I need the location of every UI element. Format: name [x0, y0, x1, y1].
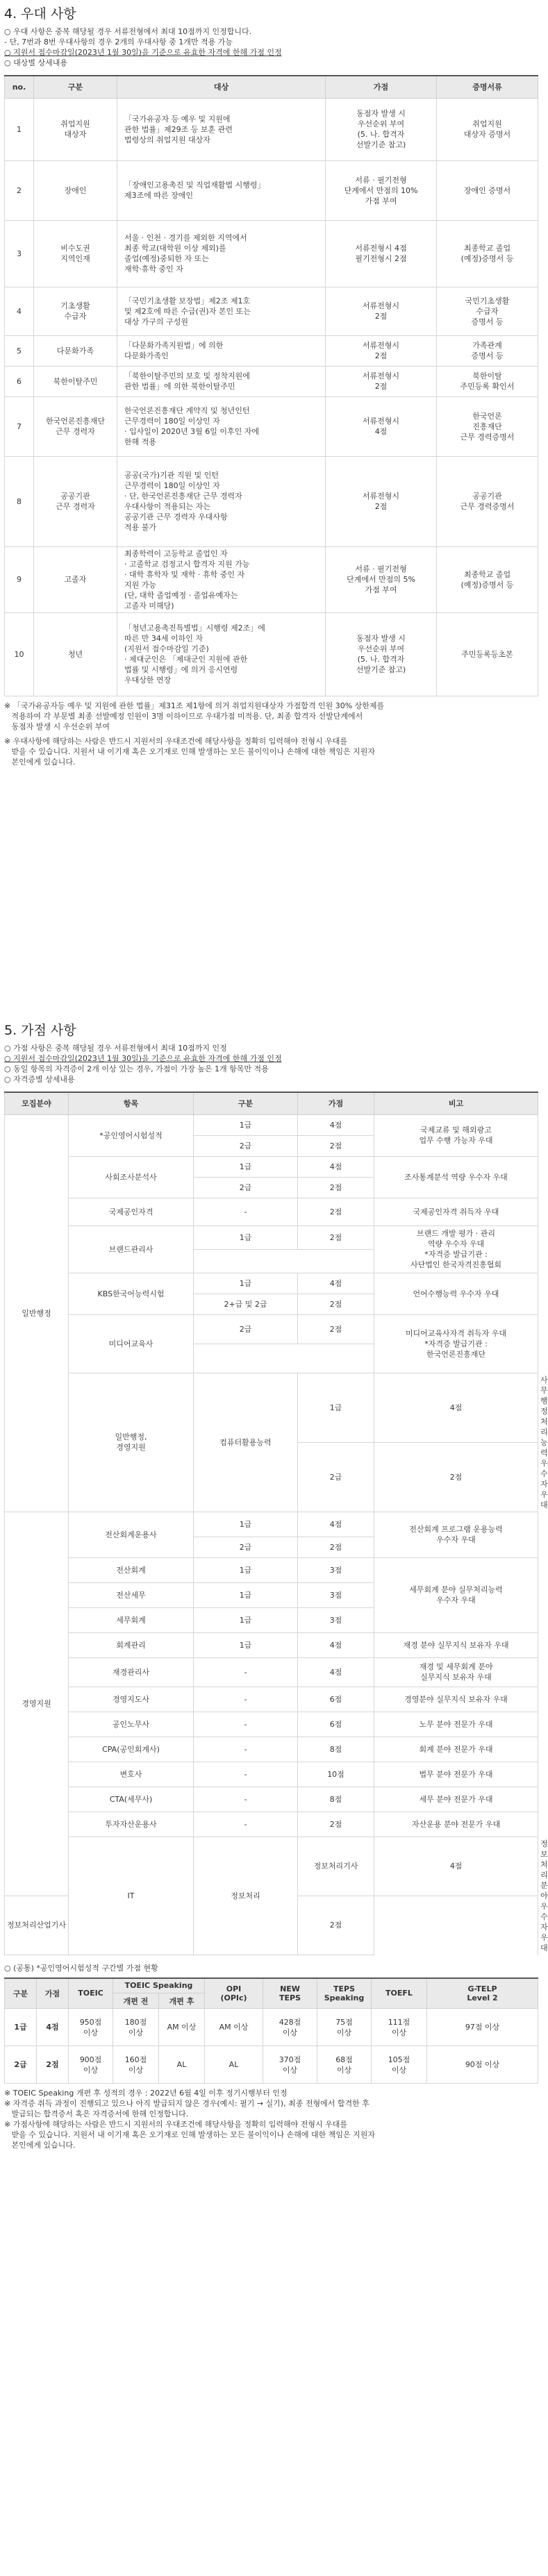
table-cell: 950점 이상 [69, 2009, 113, 2046]
table-cell: 취업지원 대상자 [34, 98, 117, 160]
table-cell: 자산운용 분야 전문가 우대 [374, 1812, 538, 1837]
table-cell: AM 이상 [205, 2009, 263, 2046]
table-cell: - [194, 1687, 298, 1712]
table-cell: 「청년고용촉진특별법」시행령 제2조」에 따른 만 34세 이하인 자 (지원서 접수마감일 기준) · 제대군인은 「제대군인 지원에 관한 법률 및 시행령」에 의거 응시연령 우대상한 연장 [117, 612, 326, 696]
table-cell: 2점 [298, 1314, 374, 1344]
table-cell: 공인노무사 [69, 1712, 194, 1737]
table-cell: 청년 [34, 612, 117, 696]
table-cell: 2점 [374, 1442, 538, 1512]
table-cell: 2점 [298, 1177, 374, 1198]
col-header: NEW TEPS [263, 1978, 317, 2009]
table-cell: 정보처리 [194, 1837, 298, 1955]
table-cell: 가족관계 증명서 등 [437, 335, 538, 366]
table-cell: 2급 [194, 1135, 298, 1156]
table-cell: 최종학력이 고등학교 졸업인 자 · 고졸학교 검정고시 합격자 지원 가능 · 대학 휴학자 및 재학 · 휴학 중인 자 지원 가능 (단, 대학 졸업예정 · 졸업유예자는 고졸자 미해당) [117, 546, 326, 612]
table-cell: 세무회계 [69, 1607, 194, 1632]
table-cell: 4점 [298, 1657, 374, 1687]
table-cell: 2점 [37, 2046, 69, 2084]
note: ○ 지원서 접수마감일(2023년 1월 30일)을 기준으로 유효한 자격에 한해 가점 인정 [4, 48, 282, 57]
table-cell: 1급 [194, 1557, 298, 1582]
table-cell: 「국민기초생활 보장법」제2조 제1호 및 제2호에 따른 수급(권)자 본인 또는 대상 가구의 구성원 [117, 287, 326, 335]
table-cell: 1 [5, 98, 34, 160]
table-cell: 8점 [298, 1737, 374, 1762]
table-cell: 2점 [298, 1812, 374, 1837]
table-cell: 한국언론진흥재단 근무 경력자 [34, 396, 117, 456]
table-row [5, 1557, 538, 1582]
section-notes [0, 24, 542, 68]
table-row [5, 335, 538, 366]
table-cell: 북한이탈주민 [34, 366, 117, 396]
table-cell: 6점 [298, 1712, 374, 1737]
col-header: 구분 [194, 1092, 298, 1114]
table-cell: 1급 [298, 1373, 374, 1442]
table-cell: 서류전형시 2점 [326, 287, 437, 335]
table-cell: 회계 분야 전문가 우대 [374, 1737, 538, 1762]
table-row [5, 1198, 538, 1226]
table-cell: 3점 [298, 1582, 374, 1607]
table-row [5, 1632, 538, 1657]
table-cell: 비수도권 지역인재 [34, 220, 117, 287]
table-row [5, 366, 538, 396]
table-cell: 2급 [194, 1314, 298, 1344]
table-cell: 조사통계분석 역량 우수자 우대 [374, 1156, 538, 1198]
table-cell: 고졸자 [34, 546, 117, 612]
table-cell: 노무 분야 전문가 우대 [374, 1712, 538, 1737]
table-cell: 428점 이상 [263, 2009, 317, 2046]
table-cell: 미디어교육사자격 취득자 우대 *자격증 발급기관 : 한국언론진흥재단 [374, 1314, 538, 1373]
table-cell: 서류전형시 2점 [326, 335, 437, 366]
note: ○ 지원서 접수마감일(2023년 1월 30일)을 기준으로 유효한 자격에 한해 가점 인정 [4, 1054, 282, 1063]
table-cell: 5 [5, 335, 34, 366]
table-cell: 투자자산운용사 [69, 1812, 194, 1837]
table-cell: 일반행정, 경영지원 [69, 1373, 194, 1512]
table-cell: 1급 [5, 2009, 37, 2046]
table-cell: CTA(세무사) [69, 1787, 194, 1812]
note: ○ 우대 사항은 중복 해당될 경우 서류전형에서 최대 10점까지 인정합니다. [4, 27, 252, 36]
footnote: ※ TOEIC Speaking 개편 후 성적의 경우 : 2022년 6월 4일 이후 정기시행부터 인정 [4, 2089, 288, 2098]
table-cell: CPA(공인회계사) [69, 1737, 194, 1762]
table-row [5, 1314, 538, 1344]
table-cell: 1급 [194, 1632, 298, 1657]
table-row [5, 1737, 538, 1762]
table-cell: 1급 [194, 1114, 298, 1135]
footnotes [0, 696, 542, 767]
table-cell: 1급 [194, 1273, 298, 1294]
table-cell: IT [69, 1837, 194, 1955]
table-row [5, 1657, 538, 1687]
table-cell: - [194, 1657, 298, 1687]
table-row [5, 612, 538, 696]
table-row [5, 1687, 538, 1712]
table-cell: 4점 [374, 1837, 538, 1896]
table-cell: 2점 [298, 1198, 374, 1226]
table-row [5, 396, 538, 456]
col-header: TEPS Speaking [317, 1978, 372, 2009]
table-cell: 일반행정 [5, 1114, 69, 1512]
table-cell: 다문화가족 [34, 335, 117, 366]
table-cell: 서류전형시 2점 [326, 456, 437, 546]
note: ○ 자격증별 상세내용 [4, 1075, 75, 1084]
table-cell: 2급 [194, 1177, 298, 1198]
table-cell: 최종학교 졸업 (예정)증명서 등 [437, 220, 538, 287]
note: ○ 동일 항목의 자격증이 2개 이상 있는 경우, 가점이 가장 높은 1개 항목만 적용 [4, 1064, 269, 1073]
col-header: 증명서류 [437, 76, 538, 98]
footnote: ※ 우대사항에 해당하는 사람은 반드시 지원서의 우대조건에 해당사항을 정확히 입력해야 전형시 우대를 받을 수 있습니다. 지원서 내 이기재 혹은 오기재로 인해 발생하는 모든 불이익이나 손해에 대한 책임은 지원자 본인에게 있습니다. [4, 736, 375, 767]
table-cell: 370점 이상 [263, 2046, 317, 2084]
section-bonus [0, 1021, 548, 2150]
col-header: 대상 [117, 76, 326, 98]
table-cell: - [194, 1787, 298, 1812]
col-header: OPI (OPIc) [205, 1978, 263, 2009]
col-header: TOEIC [69, 1978, 113, 2009]
table-row [5, 1273, 538, 1294]
english-score-table [4, 1977, 538, 2084]
note: ○ 대상별 상세내용 [4, 58, 67, 67]
table-cell: 전산회계 프로그램 운용능력 우수자 우대 [374, 1512, 538, 1557]
col-header: 개편 전 [113, 1993, 159, 2009]
table-cell: 컴퓨터활용능력 [194, 1373, 298, 1512]
table-row [5, 1114, 538, 1135]
table-row [5, 98, 538, 160]
table-cell: 1급 [194, 1582, 298, 1607]
table-cell: 4 [5, 287, 34, 335]
table-cell: 경영지도사 [69, 1687, 194, 1712]
note: - 단, 7번과 8번 우대사항의 경우 2개의 우대사항 중 1개만 적용 가능 [4, 37, 233, 47]
table-cell: 변호사 [69, 1762, 194, 1787]
table-cell: 111점 이상 [372, 2009, 427, 2046]
table-cell: 언어수행능력 우수자 우대 [374, 1273, 538, 1314]
table-cell: 2점 [298, 1896, 374, 1955]
table-cell: 8점 [298, 1787, 374, 1812]
footnote: ※ 가점사항에 해당하는 사람은 반드시 지원서의 우대조건에 해당사항을 정확히 입력해야 전형시 우대를 받을 수 있습니다. 지원서 내 이기재 혹은 오기재로 인해 발생하는 모든 불이익이나 손해에 대한 책임은 지원자 본인에게 있습니다. [4, 2120, 375, 2150]
table-cell: AM 이상 [159, 2009, 205, 2046]
preferential-table [4, 75, 538, 696]
table-row [5, 2009, 538, 2046]
table-cell: 세무 분야 전문가 우대 [374, 1787, 538, 1812]
table-cell: 경영분야 실무지식 보유자 우대 [374, 1687, 538, 1712]
table-cell: 4점 [37, 2009, 69, 2046]
table-cell: 「장애인고용촉진 및 직업재활법 시행령」 제3조에 따른 장애인 [117, 160, 326, 220]
section-notes [0, 1040, 542, 1085]
table-cell: 북한이탈 주민등록 확인서 [437, 366, 538, 396]
table-cell: 주민등록등초본 [437, 612, 538, 696]
table-row [5, 1512, 538, 1537]
table-cell: 2급 [298, 1442, 374, 1512]
table-cell: 6점 [298, 1687, 374, 1712]
table-cell: 공공(국가)기관 직원 및 인턴 근무경력이 180일 이상인 자 · 단, 한국언론진흥재단 근무 경력자 우대사항이 적용되는 자는 공공기관 근무 경력자 우대사항 적용 불가 [117, 456, 326, 546]
footnotes [0, 2084, 542, 2150]
footnote: ※ 「국가유공자등 예우 및 지원에 관한 법률」제31조 제1항에 의거 취업지원대상자 가점합격 인원 30% 상한제를 적용하여 각 부문별 최종 선발예정 인원이 3명 이하이므로 우대가점 미적용. 단, 최종 합격자 선발단계에서 동점자 발생 시 우선순위 부여 [4, 701, 385, 731]
table-cell: 공공기관 근무 경력자 [34, 456, 117, 546]
col-header: 구분 [5, 1978, 37, 2009]
table-cell: 장애인 [34, 160, 117, 220]
section-preferential [0, 4, 542, 767]
col-header: G-TELP Level 2 [427, 1978, 538, 2009]
col-header: 구분 [34, 76, 117, 98]
table-cell: 1급 [194, 1607, 298, 1632]
table-cell: 「다문화가족지원법」에 의한 다문화가족인 [117, 335, 326, 366]
table-cell: 서울 · 인천 · 경기를 제외한 지역에서 최종 학교(대학원 이상 제외)를 졸업(예정)중퇴한 자 또는 재학·휴학 중인 자 [117, 220, 326, 287]
footnote: ※ 자격증 취득 과정이 진행되고 있으나 아직 발급되지 않은 경우(예시: 필기 → 실기), 최종 전형에서 합격한 후 발급되는 합격증서 혹은 자격증서에 한해 인정합니다. [4, 2099, 370, 2118]
table-cell: 서류전형시 2점 [326, 366, 437, 396]
col-header: 항목 [69, 1092, 194, 1114]
table-cell: 동점자 발생 시 우선순위 부여 (5. 나. 합격자 선발기준 참고) [326, 98, 437, 160]
table-cell: *공인영어시험성적 [69, 1114, 194, 1156]
section-title: 4. 우대 사항 [4, 6, 76, 22]
table-cell: 법무 분야 전문가 우대 [374, 1762, 538, 1787]
note: ○ 가점 사항은 중복 해당될 경우 서류전형에서 최대 10점까지 인정 [4, 1044, 227, 1053]
table-cell: 브랜드관리사 [69, 1226, 194, 1273]
table-cell: 105점 이상 [372, 2046, 427, 2084]
table-cell: 기초생활 수급자 [34, 287, 117, 335]
table-cell: 2 [5, 160, 34, 220]
table-cell: 1급 [194, 1512, 298, 1537]
table-cell: 2급 [5, 2046, 37, 2084]
table-cell: 6 [5, 366, 34, 396]
table-cell: 4점 [298, 1512, 374, 1537]
table-cell: 2점 [298, 1135, 374, 1156]
table-cell: 2점 [298, 1226, 374, 1249]
table-cell: 재경 및 세무회계 분야 실무지식 보유자 우대 [374, 1657, 538, 1687]
table-row [5, 1762, 538, 1787]
table-cell: 68점 이상 [317, 2046, 372, 2084]
table-cell: 동점자 발생 시 우선순위 부여 (5. 나. 합격자 선발기준 참고) [326, 612, 437, 696]
table-cell: 7 [5, 396, 34, 456]
table-row [5, 1812, 538, 1837]
col-header: no. [5, 76, 34, 98]
table-cell: 한국언론진흥재단 계약직 및 청년인턴 근무경력이 180일 이상인 자 · 입사일이 2020년 3월 6일 이후인 자에 한해 적용 [117, 396, 326, 456]
section-title: 5. 가점 사항 [4, 1023, 76, 1038]
table-cell: 4점 [298, 1114, 374, 1135]
col-header: 개편 후 [159, 1993, 205, 2009]
table-cell: - [194, 1712, 298, 1737]
subheading: ○ (공통) *공인영어시험성적 구간별 가점 현황 [4, 1963, 158, 1973]
table-row [5, 1712, 538, 1737]
table-cell: 경영지원 [5, 1512, 69, 1896]
table-cell: 97점 이상 [427, 2009, 538, 2046]
table-cell: - [194, 1737, 298, 1762]
table-cell: 국제공인자격 취득자 우대 [374, 1198, 538, 1226]
table-cell: 2급 [194, 1537, 298, 1557]
table-cell: 10 [5, 612, 34, 696]
col-header: 가점 [37, 1978, 69, 2009]
bonus-table [4, 1092, 548, 1955]
table-cell: 회계관리 [69, 1632, 194, 1657]
table-cell: 사회조사분석사 [69, 1156, 194, 1198]
table-cell: 서류 · 필기전형 단계에서 만점의 10% 가점 부여 [326, 160, 437, 220]
table-cell: KBS한국어능력시험 [69, 1273, 194, 1314]
table-cell: - [194, 1812, 298, 1837]
table-cell: 1급 [194, 1226, 298, 1249]
table-cell: 서류 · 필기전형 단계에서 만점의 5% 가점 부여 [326, 546, 437, 612]
table-row [5, 456, 538, 546]
table-cell: 미디어교육사 [69, 1314, 194, 1373]
table-cell: 한국언론 진흥재단 근무 경력증명서 [437, 396, 538, 456]
table-cell: 10점 [298, 1762, 374, 1787]
table-cell: 장애인 증명서 [437, 160, 538, 220]
table-cell: 3점 [298, 1557, 374, 1582]
table-row [5, 1787, 538, 1812]
table-cell: 전산세무 [69, 1582, 194, 1607]
table-cell: 1급 [194, 1156, 298, 1177]
col-header: TOEIC Speaking [113, 1978, 205, 1993]
table-row [5, 1226, 538, 1249]
table-cell: 4점 [298, 1632, 374, 1657]
table-row [5, 1156, 538, 1177]
table-cell: 75점 이상 [317, 2009, 372, 2046]
table-cell: 2+급 및 2급 [194, 1294, 298, 1314]
table-row [5, 287, 538, 335]
table-cell: 「국가유공자 등 예우 및 지원에 관한 법률」제29조 등 보훈 관련 법령상의 취업지원 대상자 [117, 98, 326, 160]
table-cell: - [194, 1198, 298, 1226]
table-cell: 900점 이상 [69, 2046, 113, 2084]
table-row: IT 정보처리 정보처리기사 4점 정보처리 분야 우수자 우대 [5, 1837, 538, 1896]
table-cell: 국제교류 및 해외광고 업무 수행 가능자 우대 [374, 1114, 538, 1156]
table-cell: 9 [5, 546, 34, 612]
table-cell: 「북한이탈주민의 보호 및 정착지원에 관한 법률」에 의한 북한이탈주민 [117, 366, 326, 396]
col-header: 가점 [298, 1092, 374, 1114]
table-cell: 정보처리산업기사 [5, 1896, 69, 1955]
table-cell: 세무회계 분야 실무처리능력 우수자 우대 [374, 1557, 538, 1632]
col-header: 모집분야 [5, 1092, 69, 1114]
table-cell: 3점 [298, 1607, 374, 1632]
table-cell: AL [205, 2046, 263, 2084]
table-cell: 4점 [374, 1373, 538, 1442]
col-header: 가점 [326, 76, 437, 98]
col-header: TOEFL [372, 1978, 427, 2009]
table-cell: 180점 이상 [113, 2009, 159, 2046]
table-cell: 4점 [298, 1156, 374, 1177]
table-cell: 90점 이상 [427, 2046, 538, 2084]
table-cell: 8 [5, 456, 34, 546]
table-cell: 재경 분야 실무지식 보유자 우대 [374, 1632, 538, 1657]
table-cell: 160점 이상 [113, 2046, 159, 2084]
table-row [5, 546, 538, 612]
table-cell: 3 [5, 220, 34, 287]
table-cell: - [194, 1762, 298, 1787]
table-cell: 4점 [298, 1273, 374, 1294]
table-cell: 서류전형시 4점 필기전형시 2점 [326, 220, 437, 287]
table-cell: 전산회계 [69, 1557, 194, 1582]
table-row: 일반행정, 경영지원 컴퓨터활용능력 1급 4점 사무행정처리 능력 우수자 우대 [5, 1373, 538, 1442]
col-header: 비고 [374, 1092, 538, 1114]
table-cell: 서류전형시 4점 [326, 396, 437, 456]
table-cell: 취업지원 대상자 증명서 [437, 98, 538, 160]
table-cell: 전산회계운용사 [69, 1512, 194, 1557]
table-cell: 공공기관 근무 경력증명서 [437, 456, 538, 546]
table-cell: 재경관리사 [69, 1657, 194, 1687]
table-cell: 정보처리기사 [298, 1837, 374, 1896]
table-cell: AL [159, 2046, 205, 2084]
table-row [5, 2046, 538, 2084]
table-cell: 2점 [298, 1294, 374, 1314]
table-row [5, 220, 538, 287]
table-cell: 국민기초생활 수급자 증명서 등 [437, 287, 538, 335]
table-cell: 2점 [298, 1537, 374, 1557]
table-row [5, 160, 538, 220]
table-cell: 국제공인자격 [69, 1198, 194, 1226]
table-cell: 브랜드 개발 평가 · 관리 역량 우수자 우대 *자격증 발급기관 : 사단법인 한국자격진흥협회 [374, 1226, 538, 1273]
table-cell: 최종학교 졸업 (예정)증명서 등 [437, 546, 538, 612]
